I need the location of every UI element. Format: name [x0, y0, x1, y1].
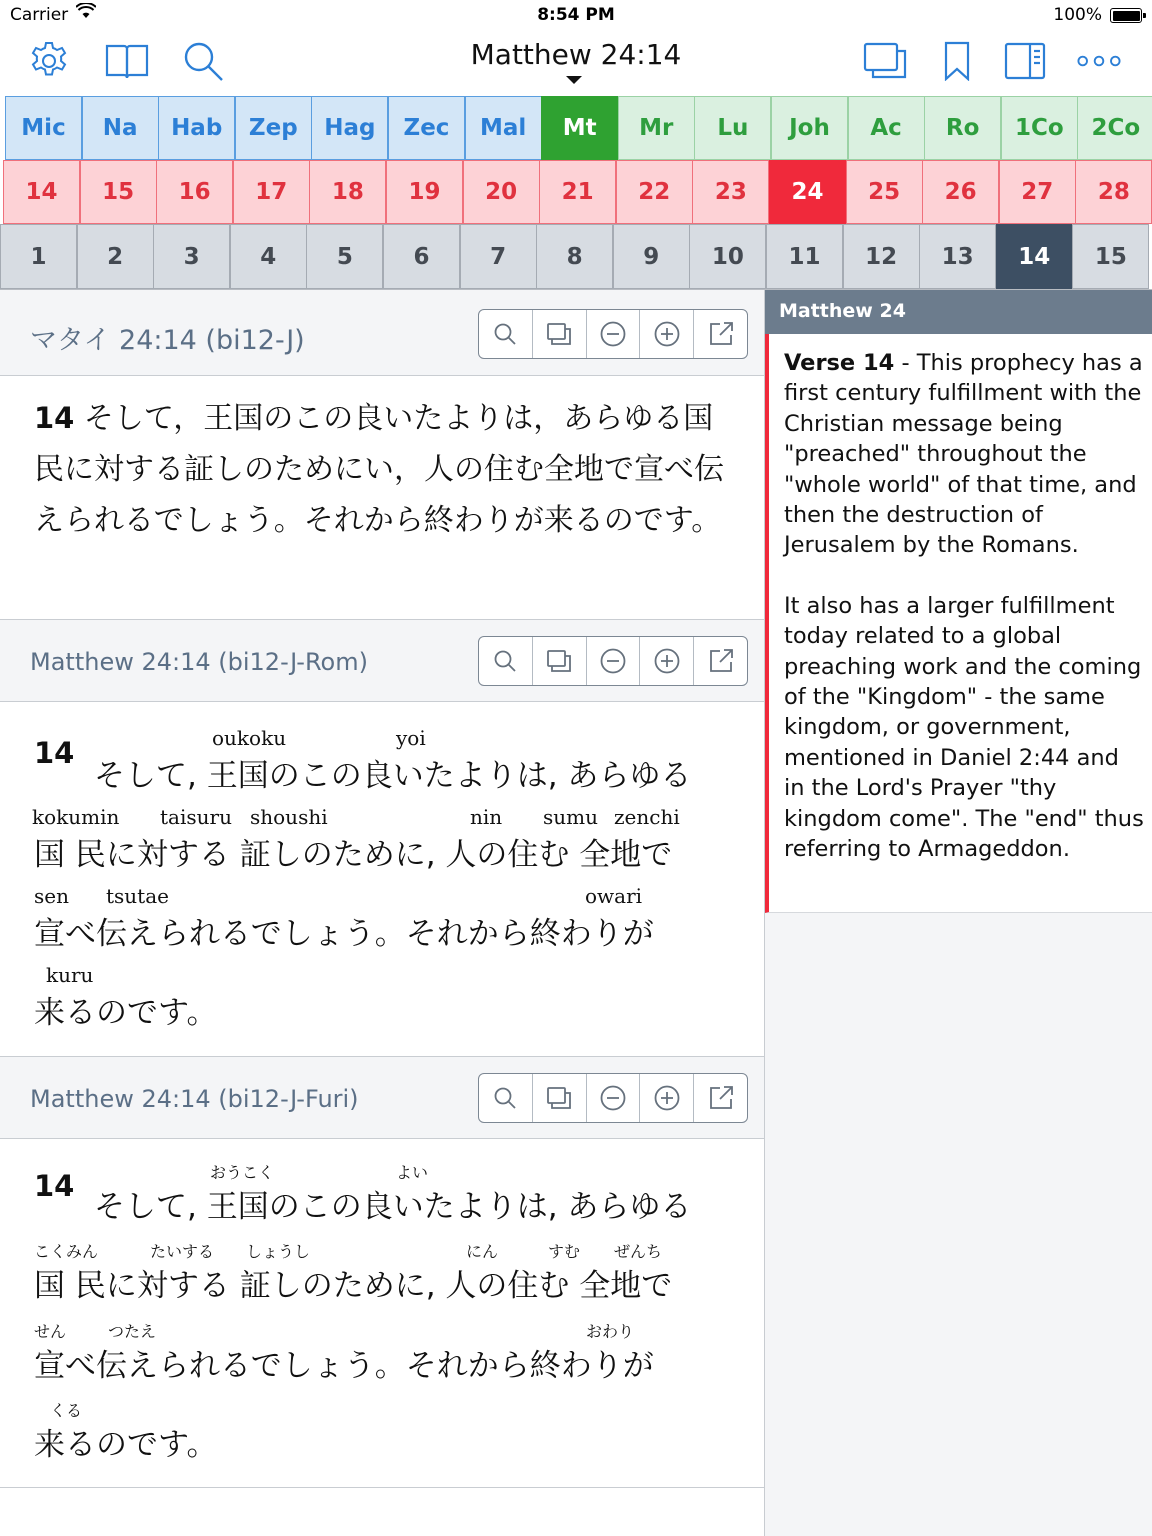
verse-panel — [0, 290, 764, 1536]
ruby-annotation: おうこく — [210, 1163, 275, 1182]
chapter-button-17[interactable]: 17 — [233, 160, 310, 224]
search-icon[interactable] — [479, 637, 533, 685]
verse-line: 来るのです。 — [34, 1427, 218, 1463]
zoom-out-icon[interactable] — [587, 1074, 641, 1122]
chapter-button-24[interactable]: 24 — [769, 160, 846, 224]
verse-button-14[interactable]: 14 — [996, 224, 1073, 289]
verse-line: そして, 王国のこの良いたよりは, あらゆる — [94, 1189, 692, 1225]
chapter-button-23[interactable]: 23 — [692, 160, 769, 224]
parallel-icon[interactable] — [862, 40, 908, 82]
navigation-bar — [0, 30, 1152, 96]
verse-button-9[interactable]: 9 — [613, 224, 690, 289]
status-bar — [0, 0, 1152, 30]
verse-button-1[interactable]: 1 — [0, 224, 77, 289]
chapter-button-22[interactable]: 22 — [616, 160, 693, 224]
ruby-annotation: kokumin — [32, 805, 120, 829]
more-icon[interactable] — [1076, 40, 1122, 82]
chapter-button-18[interactable]: 18 — [309, 160, 386, 224]
book-button-ro[interactable]: Ro — [924, 96, 1001, 160]
ruby-annotation: sen — [34, 884, 69, 908]
note-paragraph: - This prophecy has a first century fulfillment with the Christian message being "preached" throughout the "whole world" of that time, and then the destruction of Jerusalem by the Romans. — [784, 350, 1143, 559]
book-button-1co[interactable]: 1Co — [1001, 96, 1078, 160]
chapter-button-14[interactable]: 14 — [3, 160, 80, 224]
book-button-mal[interactable]: Mal — [465, 96, 542, 160]
ruby-annotation: kuru — [46, 963, 94, 987]
ruby-annotation: よい — [396, 1163, 429, 1182]
sidebar-icon[interactable] — [1002, 40, 1048, 82]
verse-button-10[interactable]: 10 — [689, 224, 766, 289]
ruby-annotation: すむ — [548, 1242, 581, 1261]
ruby-annotation: sumu — [543, 805, 598, 829]
share-icon[interactable] — [694, 310, 747, 358]
search-icon[interactable] — [479, 1074, 533, 1122]
verse-furigana-section — [0, 1139, 764, 1488]
book-button-mt[interactable]: Mt — [541, 96, 618, 160]
section-toolbar — [478, 636, 748, 686]
book-selector — [0, 96, 1152, 160]
battery-icon — [1110, 8, 1142, 23]
verse-button-12[interactable]: 12 — [843, 224, 920, 289]
note-card[interactable] — [765, 334, 1152, 913]
verse-line: 国 民に対する 証しのために, 人の住む 全地で — [34, 837, 673, 873]
book-button-mr[interactable]: Mr — [618, 96, 695, 160]
chapter-button-26[interactable]: 26 — [922, 160, 999, 224]
section-header — [0, 619, 764, 702]
copy-icon[interactable] — [533, 310, 587, 358]
verse-button-13[interactable]: 13 — [919, 224, 996, 289]
verse-number: 14 — [34, 736, 75, 770]
zoom-in-icon[interactable] — [640, 637, 694, 685]
bookmark-icon[interactable] — [934, 40, 980, 82]
section-title: Matthew 24:14 (bi12-J-Rom) — [30, 648, 368, 676]
battery-percent: 100% — [1053, 5, 1102, 25]
verse-line: 国 民に対する 証しのために, 人の住む 全地で — [34, 1268, 673, 1304]
ruby-annotation: くる — [50, 1401, 83, 1420]
verse-line: 宣べ伝えられるでしょう。それから終わりが — [34, 916, 654, 952]
verse-number: 14 — [34, 401, 75, 435]
chapter-button-28[interactable]: 28 — [1075, 160, 1152, 224]
share-icon[interactable] — [694, 637, 747, 685]
verse-button-6[interactable]: 6 — [383, 224, 460, 289]
ruby-annotation: つたえ — [108, 1322, 157, 1341]
verse-text-section — [0, 376, 764, 619]
book-button-2co[interactable]: 2Co — [1077, 96, 1152, 160]
verse-button-2[interactable]: 2 — [77, 224, 154, 289]
chapter-selector — [0, 160, 1152, 224]
ruby-annotation: taisuru — [160, 805, 232, 829]
note-paragraph: It also has a larger fulfillment today related to a global preaching work and the coming of the "Kingdom" - the same kingdom, or government, mentioned in Daniel 2:44 and in the Lord's Prayer "thy kingdom come". The "end" thus referring to Armageddon. — [784, 592, 1144, 863]
verse-button-8[interactable]: 8 — [536, 224, 613, 289]
chapter-button-15[interactable]: 15 — [80, 160, 157, 224]
verse-button-15[interactable]: 15 — [1072, 224, 1149, 289]
ruby-annotation: owari — [585, 884, 643, 908]
share-icon[interactable] — [694, 1074, 747, 1122]
zoom-out-icon[interactable] — [587, 310, 641, 358]
section-header — [0, 290, 764, 376]
verse-button-7[interactable]: 7 — [460, 224, 537, 289]
verse-line: 来るのです。 — [34, 995, 218, 1031]
verse-button-5[interactable]: 5 — [306, 224, 383, 289]
search-icon[interactable] — [479, 310, 533, 358]
carrier-label: Carrier — [10, 5, 69, 25]
book-button-ac[interactable]: Ac — [848, 96, 925, 160]
note-verse-label: Verse 14 — [784, 350, 895, 376]
copy-icon[interactable] — [533, 637, 587, 685]
section-toolbar — [478, 1073, 748, 1123]
notes-panel — [765, 290, 1152, 1536]
book-button-hab[interactable]: Hab — [158, 96, 235, 160]
verse-number: 14 — [34, 1169, 75, 1203]
verse-button-3[interactable]: 3 — [153, 224, 230, 289]
ruby-annotation: oukoku — [212, 726, 287, 750]
book-button-na[interactable]: Na — [82, 96, 159, 160]
ruby-annotation: にん — [466, 1242, 499, 1261]
section-title: Matthew 24:14 (bi12-J-Furi) — [30, 1085, 359, 1113]
ruby-annotation: zenchi — [614, 805, 680, 829]
chapter-button-21[interactable]: 21 — [539, 160, 616, 224]
copy-icon[interactable] — [533, 1074, 587, 1122]
verse-line: 宣べ伝えられるでしょう。それから終わりが — [34, 1348, 654, 1384]
verse-body: そして，王国のこの良いたよりは，あらゆる国民に対する証しのためにい，人の住む全地で宣べ伝えられるでしょう。それから終わりが来るのです。 — [34, 401, 724, 538]
clock: 8:54 PM — [537, 5, 615, 25]
zoom-in-icon[interactable] — [640, 310, 694, 358]
page-title[interactable]: Matthew 24:14 — [470, 38, 682, 71]
verse-romaji-section — [0, 702, 764, 1056]
ruby-annotation: おわり — [586, 1322, 635, 1341]
chevron-down-icon[interactable] — [566, 76, 582, 84]
verse-line: そして, 王国のこの良いたよりは, あらゆる — [94, 758, 692, 794]
book-button-hag[interactable]: Hag — [311, 96, 388, 160]
ruby-annotation: tsutae — [106, 884, 169, 908]
zoom-out-icon[interactable] — [587, 637, 641, 685]
chapter-button-16[interactable]: 16 — [156, 160, 233, 224]
verse-button-11[interactable]: 11 — [766, 224, 843, 289]
chapter-button-19[interactable]: 19 — [386, 160, 463, 224]
chapter-button-25[interactable]: 25 — [846, 160, 923, 224]
book-button-zec[interactable]: Zec — [388, 96, 465, 160]
book-button-lu[interactable]: Lu — [694, 96, 771, 160]
ruby-annotation: せん — [34, 1322, 67, 1341]
book-button-joh[interactable]: Joh — [771, 96, 848, 160]
ruby-annotation: たいする — [150, 1242, 215, 1261]
book-button-mic[interactable]: Mic — [5, 96, 82, 160]
verse-text — [34, 393, 734, 546]
section-title: マタイ 24:14 (bi12-J) — [30, 325, 305, 356]
section-toolbar — [478, 309, 748, 359]
section-header — [0, 1056, 764, 1139]
book-button-zep[interactable]: Zep — [235, 96, 312, 160]
zoom-in-icon[interactable] — [640, 1074, 694, 1122]
ruby-annotation: しょうし — [246, 1242, 311, 1261]
ruby-annotation: yoi — [396, 726, 426, 750]
ruby-annotation: shoushi — [250, 805, 328, 829]
ruby-annotation: nin — [470, 805, 503, 829]
notes-header: Matthew 24 — [765, 290, 1152, 334]
ruby-annotation: こくみん — [34, 1242, 99, 1261]
chapter-button-20[interactable]: 20 — [463, 160, 540, 224]
verse-selector — [0, 224, 1152, 290]
verse-button-4[interactable]: 4 — [230, 224, 307, 289]
ruby-annotation: ぜんち — [614, 1242, 663, 1261]
chapter-button-27[interactable]: 27 — [999, 160, 1076, 224]
